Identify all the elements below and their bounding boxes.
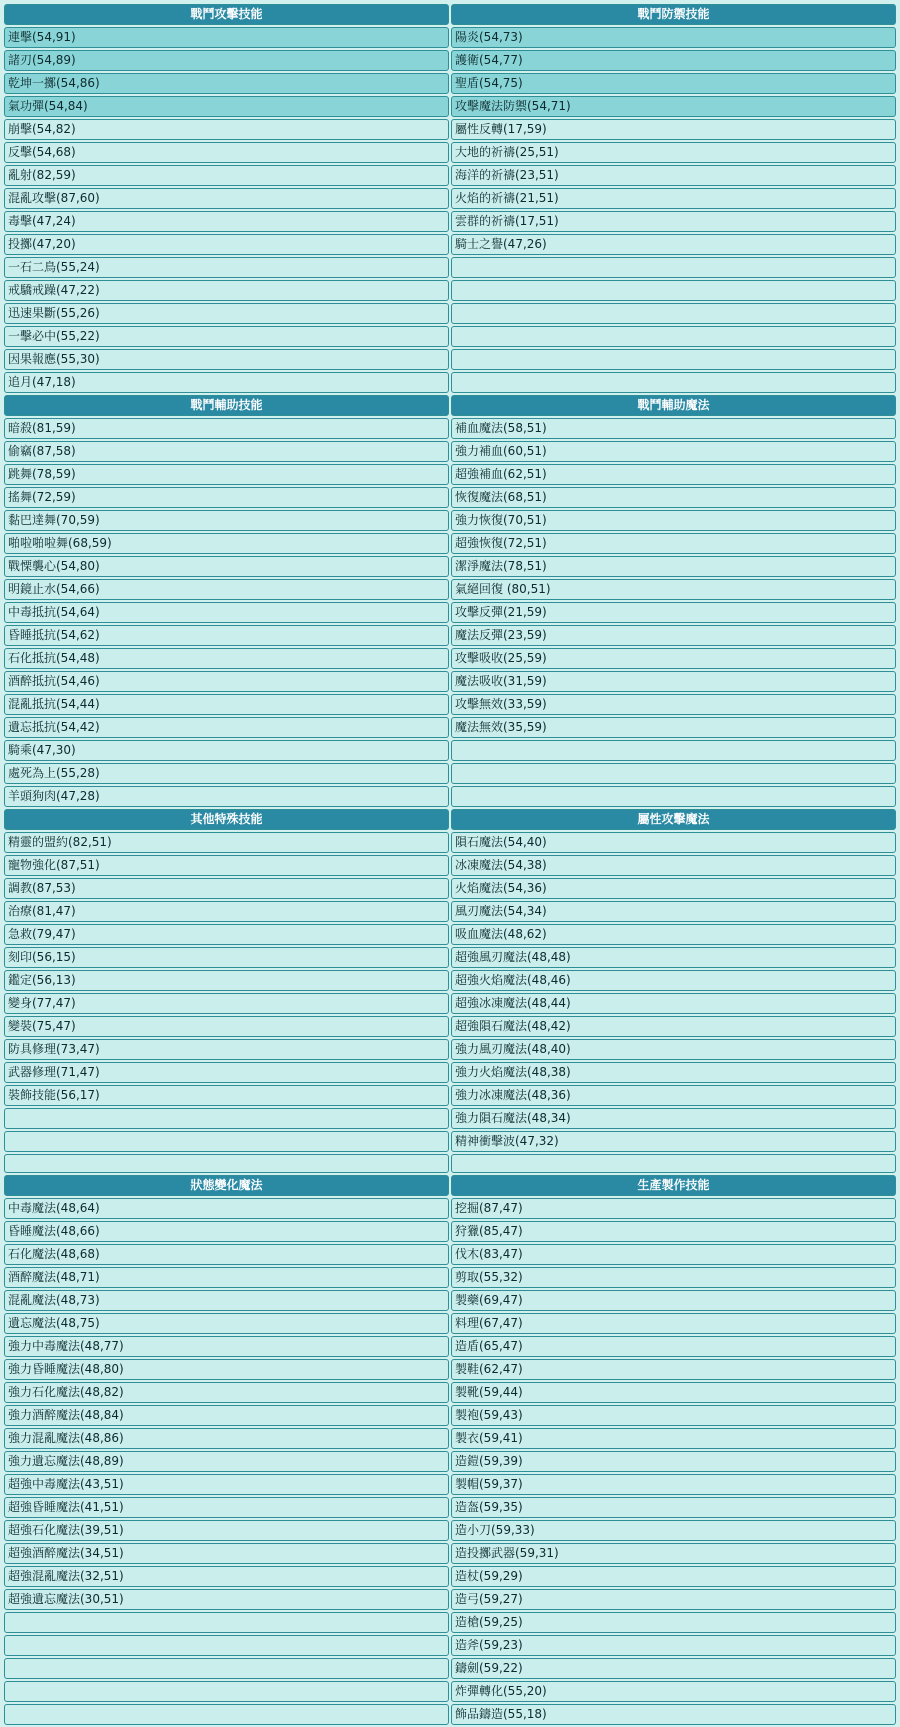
section-header-row — [4, 4, 896, 25]
skill-row — [4, 717, 896, 738]
skill-cell-left: 強力昏睡魔法(48,80) — [4, 1359, 449, 1380]
skill-cell-right: 魔法無效(35,59) — [451, 717, 896, 738]
skill-cell-left: 遺忘魔法(48,75) — [4, 1313, 449, 1334]
skill-cell-left: 騎乘(47,30) — [4, 740, 449, 761]
skill-cell-left: 武器修理(71,47) — [4, 1062, 449, 1083]
skill-cell-right: 護衛(54,77) — [451, 50, 896, 71]
skill-cell-right: 強力恢復(70,51) — [451, 510, 896, 531]
section-header-row — [4, 809, 896, 830]
skill-cell-left: 超強酒醉魔法(34,51) — [4, 1543, 449, 1564]
skill-row — [4, 648, 896, 669]
skill-row — [4, 303, 896, 324]
skill-row — [4, 671, 896, 692]
empty-cell-left — [4, 1681, 449, 1702]
skill-cell-left: 一擊必中(55,22) — [4, 326, 449, 347]
section-header-row — [4, 395, 896, 416]
skill-cell-left: 啪啦啪啦舞(68,59) — [4, 533, 449, 554]
skill-cell-left: 投擲(47,20) — [4, 234, 449, 255]
skill-cell-right: 火焰魔法(54,36) — [451, 878, 896, 899]
skill-cell-left: 防具修理(73,47) — [4, 1039, 449, 1060]
skill-row — [4, 441, 896, 462]
skill-cell-right: 風刃魔法(54,34) — [451, 901, 896, 922]
skill-row — [4, 326, 896, 347]
skill-cell-right: 伐木(83,47) — [451, 1244, 896, 1265]
skill-cell-left: 超強石化魔法(39,51) — [4, 1520, 449, 1541]
skill-row — [4, 740, 896, 761]
skill-row — [4, 1474, 896, 1495]
skill-cell-left: 變裝(75,47) — [4, 1016, 449, 1037]
skill-cell-right: 造弓(59,27) — [451, 1589, 896, 1610]
skill-row — [4, 1154, 896, 1173]
skill-row — [4, 602, 896, 623]
skill-row — [4, 947, 896, 968]
skill-row — [4, 464, 896, 485]
skill-cell-right: 超強冰凍魔法(48,44) — [451, 993, 896, 1014]
empty-cell-left — [4, 1704, 449, 1725]
skill-cell-right: 隕石魔法(54,40) — [451, 832, 896, 853]
skill-cell-right: 飾品鑄造(55,18) — [451, 1704, 896, 1725]
skill-cell-right: 鑄劍(59,22) — [451, 1658, 896, 1679]
skill-cell-left: 強力遺忘魔法(48,89) — [4, 1451, 449, 1472]
skill-row — [4, 1658, 896, 1679]
skill-cell-right: 攻擊無效(33,59) — [451, 694, 896, 715]
skill-cell-left: 反擊(54,68) — [4, 142, 449, 163]
skill-row — [4, 1428, 896, 1449]
skill-cell-left: 一石二鳥(55,24) — [4, 257, 449, 278]
empty-cell-right — [451, 326, 896, 347]
skill-row — [4, 1336, 896, 1357]
skill-cell-left: 強力混亂魔法(48,86) — [4, 1428, 449, 1449]
skill-cell-right: 造杖(59,29) — [451, 1566, 896, 1587]
empty-cell-right — [451, 786, 896, 807]
empty-cell-right — [451, 257, 896, 278]
skill-cell-right: 料理(67,47) — [451, 1313, 896, 1334]
skill-cell-right: 屬性反轉(17,59) — [451, 119, 896, 140]
skill-row — [4, 1198, 896, 1219]
skill-cell-left: 混亂魔法(48,73) — [4, 1290, 449, 1311]
skill-cell-left: 連擊(54,91) — [4, 27, 449, 48]
skill-cell-left: 跳舞(78,59) — [4, 464, 449, 485]
skill-cell-right: 超強隕石魔法(48,42) — [451, 1016, 896, 1037]
skill-cell-right: 剪取(55,32) — [451, 1267, 896, 1288]
skill-cell-left: 戒驕戒躁(47,22) — [4, 280, 449, 301]
skill-cell-left: 混亂抵抗(54,44) — [4, 694, 449, 715]
skill-row — [4, 970, 896, 991]
skill-cell-right: 精神衝擊波(47,32) — [451, 1131, 896, 1152]
empty-cell-left — [4, 1658, 449, 1679]
skill-cell-left: 因果報應(55,30) — [4, 349, 449, 370]
skill-cell-left: 諸刃(54,89) — [4, 50, 449, 71]
empty-cell-left — [4, 1108, 449, 1129]
section-title-left: 狀態變化魔法 — [4, 1175, 449, 1196]
skill-row — [4, 280, 896, 301]
skill-cell-right: 雲群的祈禱(17,51) — [451, 211, 896, 232]
skill-cell-left: 崩擊(54,82) — [4, 119, 449, 140]
skill-cell-right: 強力風刃魔法(48,40) — [451, 1039, 896, 1060]
skill-cell-right: 補血魔法(58,51) — [451, 418, 896, 439]
skill-cell-right: 海洋的祈禱(23,51) — [451, 165, 896, 186]
skill-table — [2, 2, 898, 1727]
skill-cell-left: 乾坤一擲(54,86) — [4, 73, 449, 94]
skill-row — [4, 993, 896, 1014]
skill-cell-right: 大地的祈禱(25,51) — [451, 142, 896, 163]
section-title-right: 戰鬥輔助魔法 — [451, 395, 896, 416]
skill-cell-right: 強力火焰魔法(48,38) — [451, 1062, 896, 1083]
skill-cell-left: 急救(79,47) — [4, 924, 449, 945]
skill-cell-left: 強力酒醉魔法(48,84) — [4, 1405, 449, 1426]
section-title-left: 其他特殊技能 — [4, 809, 449, 830]
skill-row — [4, 1612, 896, 1633]
skill-cell-right: 冰凍魔法(54,38) — [451, 855, 896, 876]
skill-row — [4, 763, 896, 784]
skill-cell-left: 酒醉抵抗(54,46) — [4, 671, 449, 692]
skill-cell-left: 氣功彈(54,84) — [4, 96, 449, 117]
skill-cell-left: 戰慄襲心(54,80) — [4, 556, 449, 577]
empty-cell-left — [4, 1612, 449, 1633]
skill-row — [4, 211, 896, 232]
skill-row — [4, 1681, 896, 1702]
skill-cell-left: 超強混亂魔法(32,51) — [4, 1566, 449, 1587]
skill-row — [4, 1589, 896, 1610]
skill-cell-right: 造槍(59,25) — [451, 1612, 896, 1633]
skill-cell-right: 製帽(59,37) — [451, 1474, 896, 1495]
skill-cell-left: 昏睡抵抗(54,62) — [4, 625, 449, 646]
skill-cell-right: 聖盾(54,75) — [451, 73, 896, 94]
skill-row — [4, 855, 896, 876]
skill-row — [4, 27, 896, 48]
skill-row — [4, 119, 896, 140]
skill-row — [4, 257, 896, 278]
skill-cell-right: 製袍(59,43) — [451, 1405, 896, 1426]
skill-cell-left: 昏睡魔法(48,66) — [4, 1221, 449, 1242]
skill-row — [4, 73, 896, 94]
section-title-right: 戰鬥防禦技能 — [451, 4, 896, 25]
skill-row — [4, 1267, 896, 1288]
skill-cell-right: 造斧(59,23) — [451, 1635, 896, 1656]
skill-cell-left: 迅速果斷(55,26) — [4, 303, 449, 324]
skill-row — [4, 165, 896, 186]
skill-cell-left: 中毒抵抗(54,64) — [4, 602, 449, 623]
empty-cell-left — [4, 1154, 449, 1173]
skill-cell-right: 強力冰凍魔法(48,36) — [451, 1085, 896, 1106]
skill-cell-left: 偷竊(87,58) — [4, 441, 449, 462]
skill-cell-right: 魔法吸收(31,59) — [451, 671, 896, 692]
skill-cell-left: 強力石化魔法(48,82) — [4, 1382, 449, 1403]
skill-row — [4, 487, 896, 508]
skill-row — [4, 579, 896, 600]
skill-row — [4, 625, 896, 646]
skill-row — [4, 1451, 896, 1472]
skill-row — [4, 1543, 896, 1564]
skill-cell-left: 亂射(82,59) — [4, 165, 449, 186]
empty-cell-right — [451, 372, 896, 393]
section-title-right: 屬性攻擊魔法 — [451, 809, 896, 830]
skill-row — [4, 1566, 896, 1587]
skill-cell-right: 造盔(59,35) — [451, 1497, 896, 1518]
empty-cell-left — [4, 1131, 449, 1152]
skill-row — [4, 556, 896, 577]
skill-cell-right: 潔淨魔法(78,51) — [451, 556, 896, 577]
skill-cell-left: 追月(47,18) — [4, 372, 449, 393]
skill-row — [4, 1497, 896, 1518]
skill-row — [4, 533, 896, 554]
skill-row — [4, 234, 896, 255]
skill-row — [4, 372, 896, 393]
skill-cell-left: 石化魔法(48,68) — [4, 1244, 449, 1265]
skill-row — [4, 1359, 896, 1380]
skill-cell-right: 造鎧(59,39) — [451, 1451, 896, 1472]
skill-cell-right: 攻擊魔法防禦(54,71) — [451, 96, 896, 117]
skill-cell-right: 造盾(65,47) — [451, 1336, 896, 1357]
skill-cell-left: 羊頭狗肉(47,28) — [4, 786, 449, 807]
skill-row — [4, 1290, 896, 1311]
skill-cell-left: 調教(87,53) — [4, 878, 449, 899]
skill-row — [4, 1704, 896, 1725]
skill-cell-left: 刻印(56,15) — [4, 947, 449, 968]
skill-row — [4, 694, 896, 715]
skill-cell-left: 暗殺(81,59) — [4, 418, 449, 439]
skill-row — [4, 1405, 896, 1426]
skill-cell-right: 吸血魔法(48,62) — [451, 924, 896, 945]
skill-row — [4, 349, 896, 370]
section-title-left: 戰鬥攻擊技能 — [4, 4, 449, 25]
skill-cell-left: 超強中毒魔法(43,51) — [4, 1474, 449, 1495]
empty-cell-right — [451, 280, 896, 301]
skill-row — [4, 1131, 896, 1152]
skill-row — [4, 878, 896, 899]
skill-row — [4, 142, 896, 163]
skill-cell-right: 狩獵(85,47) — [451, 1221, 896, 1242]
skill-cell-left: 毒擊(47,24) — [4, 211, 449, 232]
skill-cell-right: 攻擊吸收(25,59) — [451, 648, 896, 669]
empty-cell-right — [451, 1154, 896, 1173]
skill-cell-left: 處死為上(55,28) — [4, 763, 449, 784]
skill-row — [4, 1062, 896, 1083]
skill-cell-left: 明鏡止水(54,66) — [4, 579, 449, 600]
empty-cell-right — [451, 303, 896, 324]
skill-cell-left: 遺忘抵抗(54,42) — [4, 717, 449, 738]
skill-cell-right: 氣絕回復 (80,51) — [451, 579, 896, 600]
skill-cell-right: 製鞋(62,47) — [451, 1359, 896, 1380]
skill-cell-left: 黏巴達舞(70,59) — [4, 510, 449, 531]
skill-row — [4, 50, 896, 71]
skill-cell-left: 石化抵抗(54,48) — [4, 648, 449, 669]
section-title-right: 生產製作技能 — [451, 1175, 896, 1196]
empty-cell-left — [4, 1635, 449, 1656]
skill-row — [4, 418, 896, 439]
skill-row — [4, 188, 896, 209]
skill-cell-right: 製藥(69,47) — [451, 1290, 896, 1311]
skill-cell-left: 超強遺忘魔法(30,51) — [4, 1589, 449, 1610]
skill-cell-right: 超強補血(62,51) — [451, 464, 896, 485]
skill-cell-left: 超強昏睡魔法(41,51) — [4, 1497, 449, 1518]
empty-cell-right — [451, 740, 896, 761]
skill-row — [4, 786, 896, 807]
empty-cell-right — [451, 349, 896, 370]
skill-row — [4, 901, 896, 922]
skill-cell-right: 超強風刃魔法(48,48) — [451, 947, 896, 968]
skill-cell-right: 攻擊反彈(21,59) — [451, 602, 896, 623]
skill-cell-right: 火焰的祈禱(21,51) — [451, 188, 896, 209]
skill-row — [4, 924, 896, 945]
skill-cell-right: 魔法反彈(23,59) — [451, 625, 896, 646]
skill-row — [4, 1108, 896, 1129]
skill-row — [4, 510, 896, 531]
skill-cell-right: 造小刀(59,33) — [451, 1520, 896, 1541]
skill-cell-right: 強力隕石魔法(48,34) — [451, 1108, 896, 1129]
skill-cell-left: 變身(77,47) — [4, 993, 449, 1014]
skill-cell-left: 中毒魔法(48,64) — [4, 1198, 449, 1219]
skill-row — [4, 96, 896, 117]
skill-row — [4, 1039, 896, 1060]
skill-cell-left: 搖舞(72,59) — [4, 487, 449, 508]
skill-cell-right: 超強火焰魔法(48,46) — [451, 970, 896, 991]
skill-cell-right: 製靴(59,44) — [451, 1382, 896, 1403]
skill-cell-left: 裝飾技能(56,17) — [4, 1085, 449, 1106]
skill-row — [4, 1520, 896, 1541]
skill-row — [4, 1313, 896, 1334]
skill-row — [4, 1382, 896, 1403]
skill-cell-right: 騎士之譽(47,26) — [451, 234, 896, 255]
skill-row — [4, 1635, 896, 1656]
skill-cell-left: 精靈的盟約(82,51) — [4, 832, 449, 853]
skill-cell-right: 造投擲武器(59,31) — [451, 1543, 896, 1564]
skill-row — [4, 1085, 896, 1106]
skill-cell-right: 陽炎(54,73) — [451, 27, 896, 48]
skill-cell-right: 恢復魔法(68,51) — [451, 487, 896, 508]
skill-cell-left: 混亂攻擊(87,60) — [4, 188, 449, 209]
skill-cell-left: 治療(81,47) — [4, 901, 449, 922]
skill-cell-right: 強力補血(60,51) — [451, 441, 896, 462]
empty-cell-right — [451, 763, 896, 784]
skill-row — [4, 1221, 896, 1242]
skill-cell-right: 挖掘(87,47) — [451, 1198, 896, 1219]
skill-cell-left: 寵物強化(87,51) — [4, 855, 449, 876]
skill-cell-right: 超強恢復(72,51) — [451, 533, 896, 554]
skill-cell-left: 強力中毒魔法(48,77) — [4, 1336, 449, 1357]
skill-cell-right: 製衣(59,41) — [451, 1428, 896, 1449]
skill-cell-left: 鑑定(56,13) — [4, 970, 449, 991]
skill-row — [4, 1016, 896, 1037]
skill-row — [4, 832, 896, 853]
skill-table-body — [4, 4, 896, 1725]
skill-cell-left: 酒醉魔法(48,71) — [4, 1267, 449, 1288]
section-title-left: 戰鬥輔助技能 — [4, 395, 449, 416]
section-header-row — [4, 1175, 896, 1196]
skill-cell-right: 炸彈轉化(55,20) — [451, 1681, 896, 1702]
skill-row — [4, 1244, 896, 1265]
